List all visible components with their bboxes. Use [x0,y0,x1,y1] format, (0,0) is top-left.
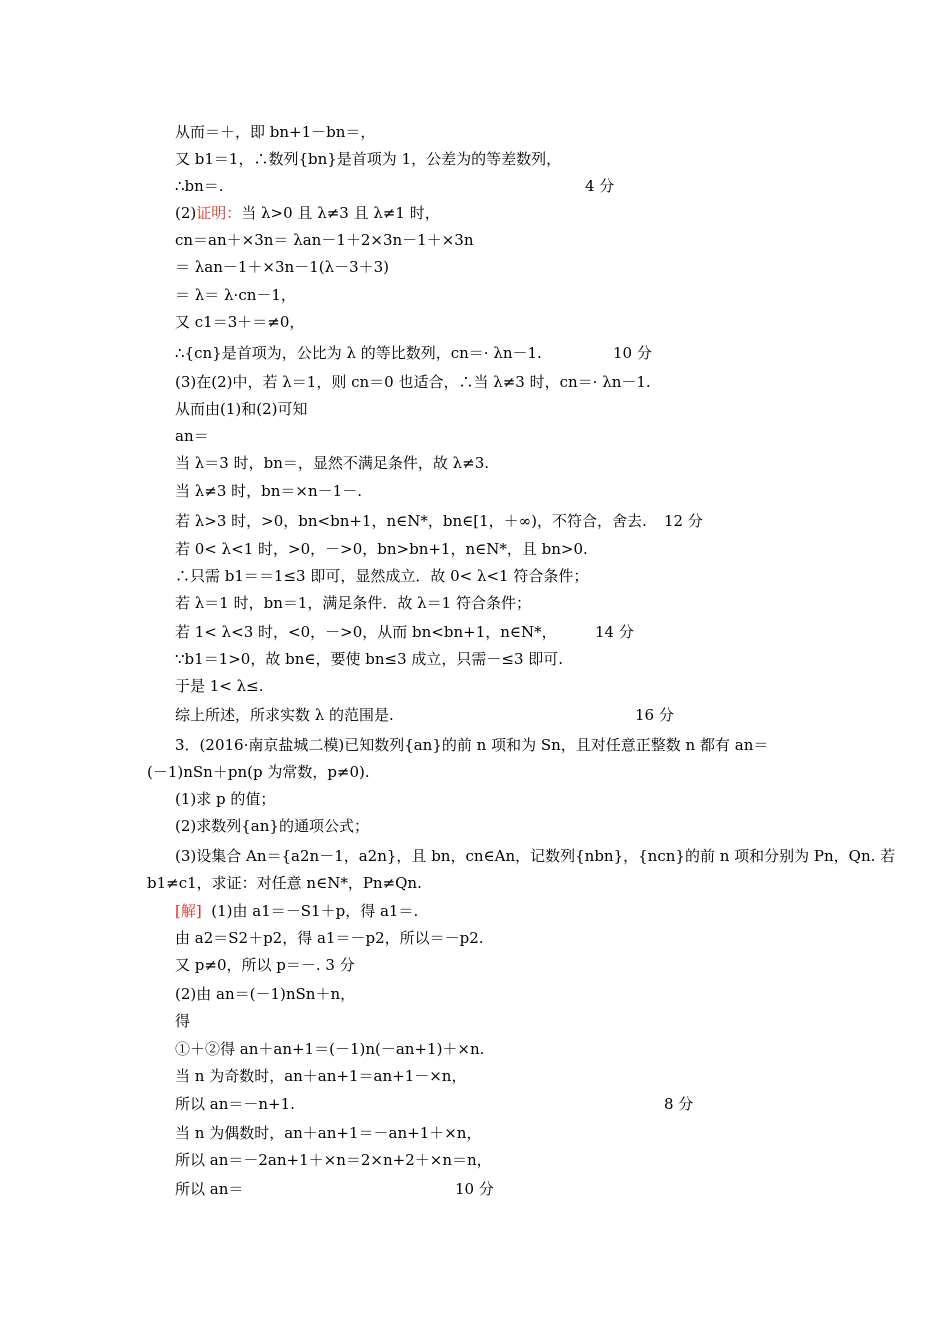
text-line: 当 λ≠3 时，bn＝×n－1－. [175,482,362,500]
text-line: 若 1< λ<3 时，<0，－>0，从而 bn<bn+1，n∈N*， [175,623,557,641]
text-line: ∵b1＝1>0，故 bn∈，要使 bn≤3 成立，只需－≤3 即可. [175,650,564,668]
text-line: 当 n 为奇数时，an＋an+1＝an+1－×n， [175,1067,467,1085]
text-line: 若 0< λ<1 时，>0，－>0，bn>bn+1，n∈N*，且 bn>0. [175,540,588,558]
text-line: 又 c1＝3＋＝≠0， [175,313,305,331]
problem-statement-line: 3．(2016·南京盐城二模)已知数列{an}的前 n 项和为 Sn，且对任意正整数 n 都有 an＝ [175,736,769,754]
problem-statement-line: (－1)nSn＋pn(p 为常数，p≠0). [147,763,370,781]
subquestion-line: (3)设集合 An＝{a2n－1，a2n}，且 bn，cn∈An，记数列{nbn}，{ncn}的前 n 项和分别为 Pn，Qn. 若 [175,847,896,865]
text-line: 综上所述，所求实数 λ 的范围是. [175,706,394,724]
score-mark: 12 分 [664,512,703,530]
subquestion-line: (1)求 p 的值； [175,790,276,808]
score-mark: 10 分 [455,1180,494,1198]
part-number: (2) [175,204,197,222]
text-line [175,200,440,227]
score-mark: 10 分 [613,344,652,362]
text-line [175,898,418,925]
score-mark: 16 分 [635,706,674,724]
text-line: cn＝an＋×3n＝ λan－1＋2×3n－1＋×3n [175,231,474,249]
subquestion-line: b1≠c1，求证：对任意 n∈N*，Pn≠Qn. [147,874,422,892]
text-line: 得 [175,1012,191,1030]
text-line: ＝ λan－1＋×3n－1(λ－3＋3) [175,258,390,276]
text-line: 从而由(1)和(2)可知 [175,400,308,418]
text-line: 又 b1＝1，∴数列{bn}是首项为 1，公差为的等差数列， [175,150,562,168]
text-line: ∴只需 b1＝＝1≤3 即可，显然成立．故 0< λ<1 符合条件； [175,567,589,585]
proof-label: 证明： [196,204,242,222]
solution-label: [解] [175,902,202,920]
text-line: 若 λ>3 时，>0，bn<bn+1，n∈N*，bn∈[1，＋∞)，不符合，舍去. [175,512,647,530]
text-line: 于是 1< λ≤. [175,677,264,695]
text-line: 所以 an＝－2an+1＋×n＝2×n+2＋×n＝n， [175,1151,492,1169]
text-line: ∴{cn}是首项为，公比为 λ 的等比数列，cn＝· λn－1. [175,344,542,362]
score-mark: 8 分 [664,1095,694,1113]
text-line: 由 a2＝S2＋p2，得 a1＝－p2，所以＝－p2. [175,929,484,947]
text-line: 若 λ＝1 时，bn＝1，满足条件．故 λ＝1 符合条件； [175,594,531,612]
subquestion-line: (2)求数列{an}的通项公式； [175,817,369,835]
text-line: ①＋②得 an＋an+1＝(－1)n(－an+1)＋×n. [175,1040,485,1058]
text-line: (3)在(2)中，若 λ＝1，则 cn＝0 也适合，∴当 λ≠3 时，cn＝· λn－1. [175,373,651,391]
text-line: ＝ λ＝ λ·cn－1， [175,286,296,304]
text-line: ∴bn＝. [175,177,224,195]
text-line: 从而＝＋，即 bn+1－bn＝， [175,123,376,141]
text-line: 所以 an＝ [175,1180,244,1198]
text-line: 当 n 为偶数时，an＋an+1＝－an+1＋×n， [175,1124,482,1142]
score-mark: 14 分 [595,623,634,641]
text-line: 又 p≠0，所以 p＝－. 3 分 [175,956,355,974]
text-line: 所以 an＝－n+1. [175,1095,295,1113]
text-line: an＝ [175,427,209,445]
solution-text: (1)由 a1＝－S1＋p，得 a1＝. [211,902,419,920]
proof-condition: 当 λ>0 且 λ≠3 且 λ≠1 时， [241,204,440,222]
score-mark: 4 分 [585,177,615,195]
text-line: (2)由 an＝(－1)nSn＋n， [175,985,356,1003]
text-line: 当 λ＝3 时，bn＝，显然不满足条件，故 λ≠3. [175,454,490,472]
